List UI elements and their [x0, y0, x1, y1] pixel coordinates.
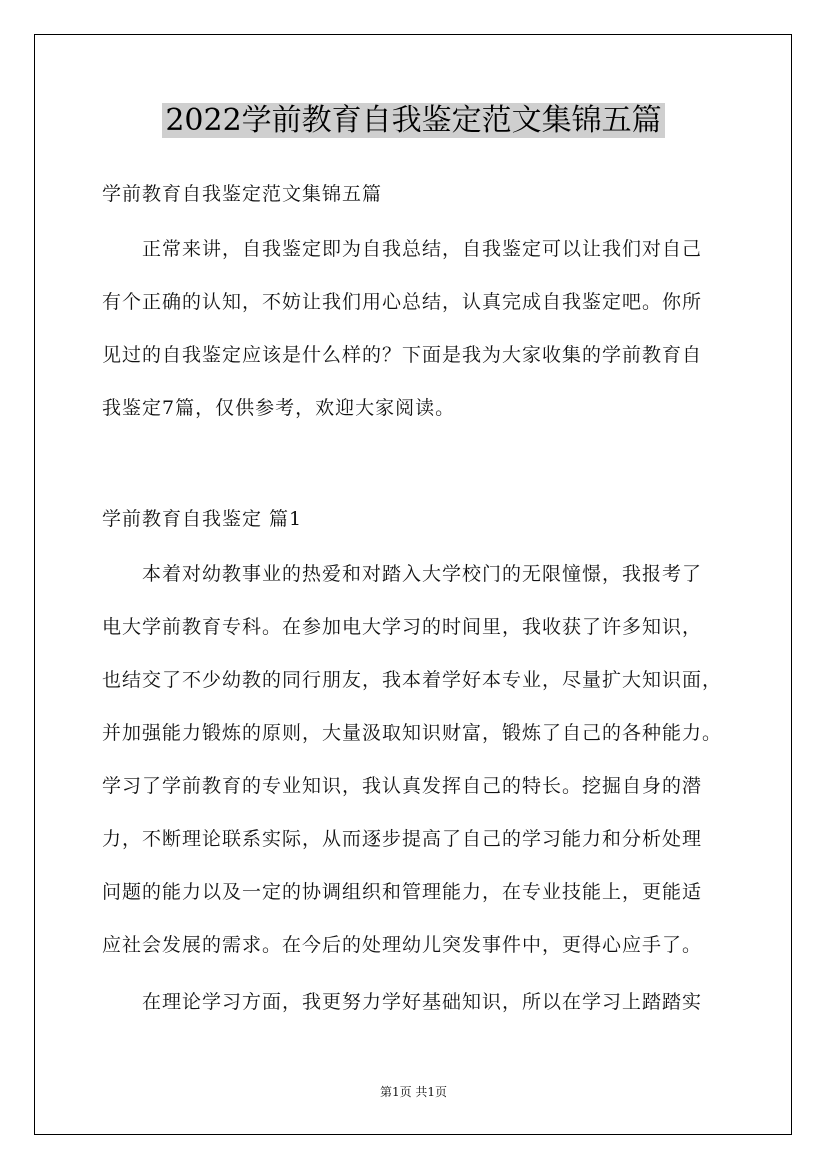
paragraph-line: 正常来讲，自我鉴定即为自我总结，自我鉴定可以让我们对自己 — [142, 238, 703, 260]
paragraph-line: 并加强能力锻炼的原则，大量汲取知识财富，锻炼了自己的各种能力。 — [102, 722, 723, 744]
paragraph-line: 电大学前教育专科。在参加电大学习的时间里，我收获了许多知识， — [102, 616, 703, 638]
page-footer: 第1页 共1页 — [379, 1085, 448, 1099]
paragraph-line: 学习了学前教育的专业知识，我认真发挥自己的特长。挖掘自身的潜 — [102, 775, 703, 797]
paragraph-line: 问题的能力以及一定的协调组织和管理能力，在专业技能上，更能适 — [102, 881, 703, 903]
paragraph-line: 我鉴定7篇，仅供参考，欢迎大家阅读。 — [102, 397, 456, 419]
subtitle: 学前教育自我鉴定范文集锦五篇 — [102, 183, 383, 205]
paragraph-line: 本着对幼教事业的热爱和对踏入大学校门的无限憧憬，我报考了 — [142, 563, 703, 585]
paragraph-line: 力，不断理论联系实际，从而逐步提高了自己的学习能力和分析处理 — [102, 828, 703, 850]
paragraph-line: 应社会发展的需求。在今后的处理幼儿突发事件中，更得心应手了。 — [102, 934, 703, 956]
paragraph-line: 在理论学习方面，我更努力学好基础知识，所以在学习上踏踏实 — [142, 991, 703, 1013]
document-title: 2022学前教育自我鉴定范文集锦五篇 — [0, 100, 827, 142]
paragraph-line: 有个正确的认知，不妨让我们用心总结，认真完成自我鉴定吧。你所 — [102, 291, 703, 313]
paragraph-line: 也结交了不少幼教的同行朋友，我本着学好本专业，尽量扩大知识面， — [102, 669, 723, 691]
section-heading: 学前教育自我鉴定 篇1 — [102, 508, 303, 530]
paragraph-line: 见过的自我鉴定应该是什么样的？下面是我为大家收集的学前教育自 — [102, 344, 703, 366]
